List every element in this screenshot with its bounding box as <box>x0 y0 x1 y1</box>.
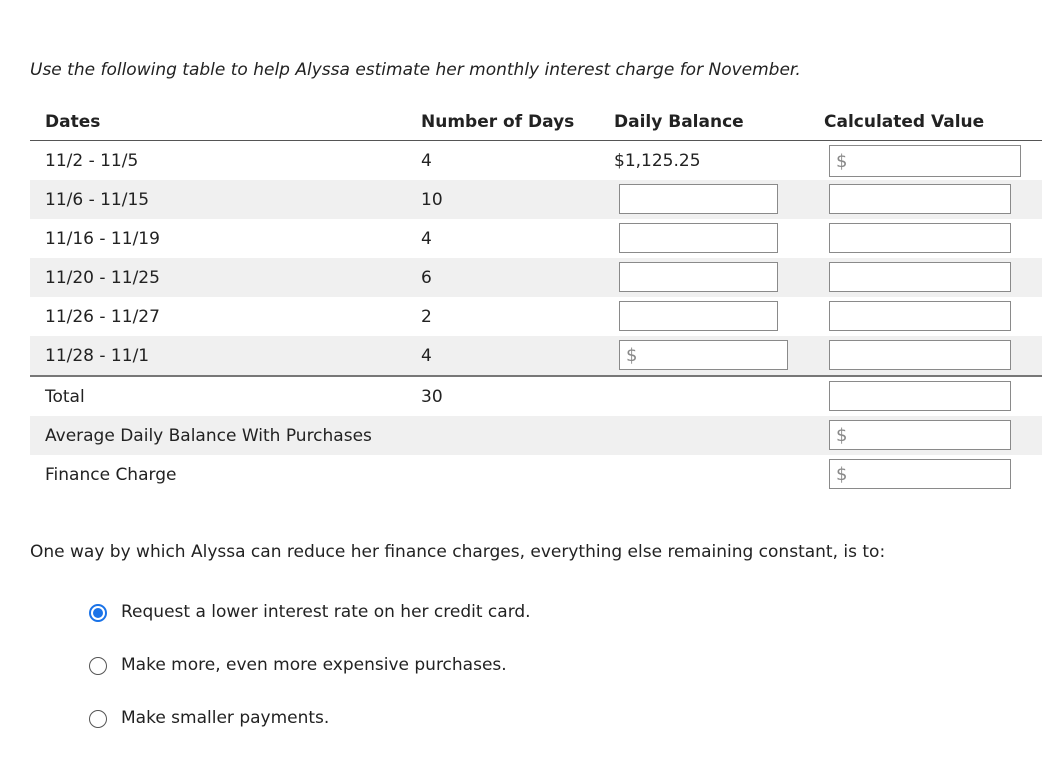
row-days: 4 <box>421 228 432 249</box>
instruction-text: Use the following table to help Alyssa estimate her monthly interest charge for November. <box>30 60 801 80</box>
interest-table <box>30 104 1042 494</box>
table-row <box>30 219 1042 258</box>
table-row <box>30 258 1042 297</box>
row-days: 2 <box>421 306 432 327</box>
header-calculated: Calculated Value <box>824 112 985 132</box>
dollar-sign: $ <box>626 344 638 366</box>
average-daily-balance-label: Average Daily Balance With Purchases <box>45 425 372 446</box>
calculated-value-input[interactable] <box>829 301 1011 331</box>
row-days: 6 <box>421 267 432 288</box>
row-dates: 11/28 - 11/1 <box>45 345 150 366</box>
daily-balance-input[interactable] <box>619 262 778 292</box>
header-balance: Daily Balance <box>614 112 744 132</box>
daily-balance-input[interactable] <box>619 301 778 331</box>
header-days: Number of Days <box>421 112 575 132</box>
table-header-row <box>30 104 1042 141</box>
calculated-value-input[interactable] <box>829 223 1011 253</box>
radio-button-selected[interactable] <box>89 604 107 622</box>
daily-balance-input[interactable] <box>619 223 778 253</box>
table-row <box>30 336 1042 375</box>
calculated-value-input[interactable] <box>829 145 1021 177</box>
option-smaller-payments[interactable] <box>89 704 531 757</box>
radio-button[interactable] <box>89 657 107 675</box>
option-label: Request a lower interest rate on her credit card. <box>121 602 531 622</box>
row-dates: 11/6 - 11/15 <box>45 189 150 210</box>
dollar-sign: $ <box>836 463 848 485</box>
row-dates: 11/2 - 11/5 <box>45 150 139 171</box>
total-label: Total <box>45 386 85 407</box>
option-label: Make more, even more expensive purchases. <box>121 655 507 675</box>
radio-button[interactable] <box>89 710 107 728</box>
row-days: 10 <box>421 189 443 210</box>
row-dates: 11/16 - 11/19 <box>45 228 160 249</box>
finance-charge-input[interactable] <box>829 459 1011 489</box>
table-row <box>30 141 1042 180</box>
total-row <box>30 375 1042 416</box>
total-calculated-input[interactable] <box>829 381 1011 411</box>
row-days: 4 <box>421 345 432 366</box>
daily-balance-input[interactable] <box>619 184 778 214</box>
dollar-sign: $ <box>836 424 848 446</box>
option-lower-interest-rate[interactable] <box>89 598 531 651</box>
total-days: 30 <box>421 386 443 407</box>
calculated-value-input[interactable] <box>829 184 1011 214</box>
finance-charge-row <box>30 455 1042 494</box>
option-more-purchases[interactable] <box>89 651 531 704</box>
table-row <box>30 180 1042 219</box>
answer-options <box>89 598 531 757</box>
finance-charge-label: Finance Charge <box>45 464 177 485</box>
calculated-value-input[interactable] <box>829 340 1011 370</box>
table-row <box>30 297 1042 336</box>
option-label: Make smaller payments. <box>121 708 330 728</box>
row-days: 4 <box>421 150 432 171</box>
daily-balance-input[interactable] <box>619 340 788 370</box>
row-dates: 11/26 - 11/27 <box>45 306 160 327</box>
question-text: One way by which Alyssa can reduce her finance charges, everything else remaining constant, is to: <box>30 542 886 562</box>
calculated-value-input[interactable] <box>829 262 1011 292</box>
header-dates: Dates <box>45 112 101 132</box>
row-dates: 11/20 - 11/25 <box>45 267 160 288</box>
dollar-sign: $ <box>836 150 848 172</box>
row-balance: $1,125.25 <box>614 150 701 171</box>
average-daily-balance-input[interactable] <box>829 420 1011 450</box>
average-daily-balance-row <box>30 416 1042 455</box>
